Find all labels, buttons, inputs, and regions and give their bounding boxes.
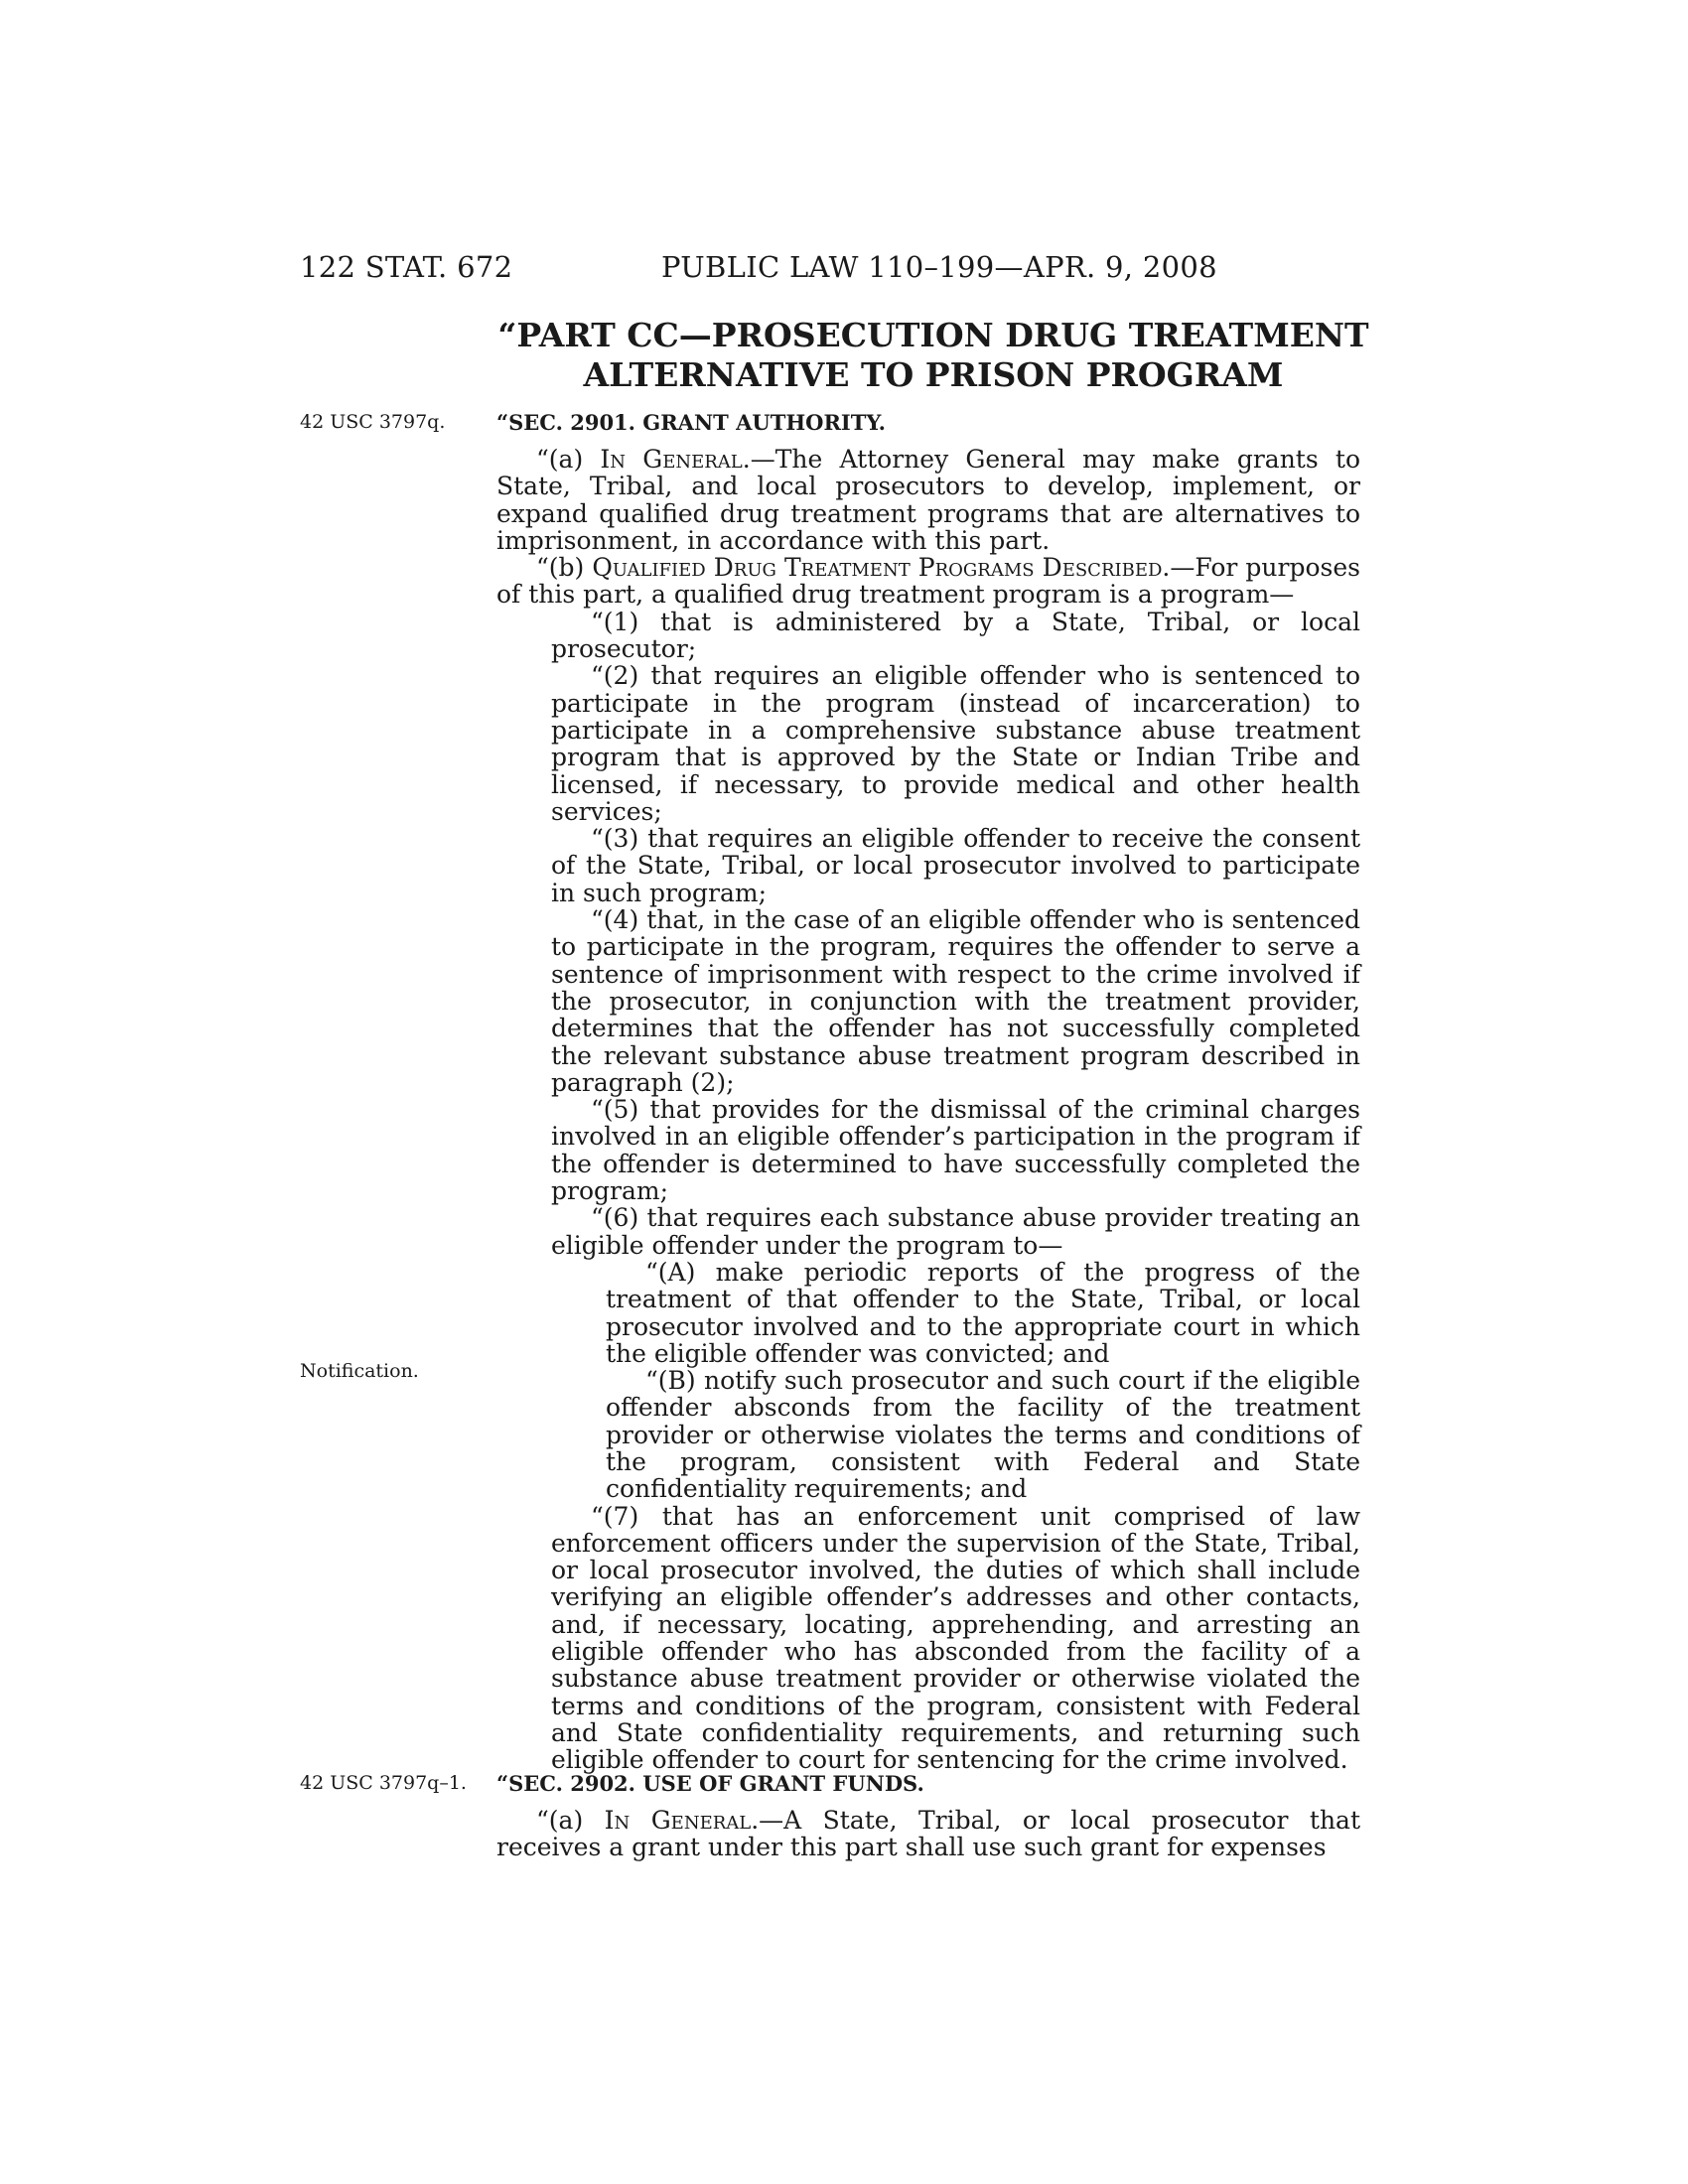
margin-note-sec-2902: 42 USC 3797q–1. xyxy=(300,1772,467,1794)
paragraph-2: “(2) that requires an eligible offender who is sentenced to participate in the program (instead of incarceration) to participate in a comprehensive substance abuse treatment program that is approved by the State or Indian Tribe and licensed, if necessary, to provide medical and other health services; xyxy=(551,661,1360,826)
subsection-b-text: .—For purposes of this part, a qualified drug treatment program is a program— xyxy=(496,553,1360,610)
subsection-b xyxy=(496,554,1360,609)
subparagraph-b: “(B) notify such prosecutor and such court if the eligible offender absconds from the facility of the treatment provider or otherwise violates the terms and conditions of the program, consistent with Federal and State confidentiality requirements; and xyxy=(606,1366,1360,1504)
section-2902-subsection-a-prefix: “(a) xyxy=(536,1806,605,1835)
paragraph-3: “(3) that requires an eligible offender to receive the consent of the State, Tribal, or local prosecutor involved to participate in such program; xyxy=(551,824,1360,907)
section-2902-body xyxy=(496,1807,1360,1861)
margin-note-sec-2901: 42 USC 3797q. xyxy=(300,411,446,433)
public-law-header: PUBLIC LAW 110–199—APR. 9, 2008 xyxy=(661,250,1217,284)
part-title-line-2: ALTERNATIVE TO PRISON PROGRAM xyxy=(583,355,1284,394)
statute-page-number: 122 STAT. 672 xyxy=(300,250,513,284)
subparagraph-a: “(A) make periodic reports of the progress of the treatment of that offender to the State, Tribal, or local prosecutor involved and to the appropriate court in which the eligible offender was convicted; and xyxy=(606,1257,1360,1368)
subsection-a-prefix: “(a) xyxy=(536,445,601,474)
paragraph-4: “(4) that, in the case of an eligible offender who is sentenced to participate in the program, requires the offender to serve a sentence of imprisonment with respect to the crime involved if the prosecutor, in conjunction with the treatment provider, determines that the offender has not successfully completed the relevant substance abuse treatment program described in paragraph (2); xyxy=(551,905,1360,1097)
section-2901-heading: “SEC. 2901. GRANT AUTHORITY. xyxy=(496,410,886,435)
section-2902-subsection-a-heading: In General xyxy=(604,1806,752,1835)
subsection-a xyxy=(496,446,1360,554)
section-2902-subsection-a xyxy=(496,1807,1360,1861)
subsection-b-heading: Qualified Drug Treatment Programs Described xyxy=(592,553,1163,583)
paragraph-7: “(7) that has an enforcement unit comprised of law enforcement officers under the supervision of the State, Tribal, or local prosecutor involved, the duties of which shall include verifying an eligible offender’s addresses and other contacts, and, if necessary, locating, apprehending, and arresting an eligible offender who has absconded from the facility of a substance abuse treatment provider or otherwise violated the terms and conditions of the program, consistent with Federal and State confidentiality requirements, and returning such eligible offender to court for sentencing for the crime involved. xyxy=(551,1501,1360,1775)
margin-note-notification: Notification. xyxy=(300,1360,419,1382)
paragraph-6: “(6) that requires each substance abuse provider treating an eligible offender under the program to— xyxy=(551,1203,1360,1260)
subsection-a-text: .—The Attorney General may make grants to State, Tribal, and local prosecutors to develop, implement, or expand qualified drug treatment programs that are alternatives to imprisonment, in accordance with this part. xyxy=(496,445,1360,555)
section-2901-body xyxy=(496,446,1360,1774)
part-title-line-1: “PART CC—PROSECUTION DRUG TREATMENT xyxy=(497,316,1369,354)
subsection-b-prefix: “(b) xyxy=(536,553,593,583)
paragraph-1: “(1) that is administered by a State, Tribal, or local prosecutor; xyxy=(551,607,1360,664)
paragraph-5: “(5) that provides for the dismissal of the criminal charges involved in an eligible offender’s participation in the program if the offender is determined to have successfully completed the program; xyxy=(551,1095,1360,1206)
subsection-a-heading: In General xyxy=(600,445,743,474)
section-2902-subsection-a-text: .—A State, Tribal, or local prosecutor that receives a grant under this part shall use such grant for expenses xyxy=(496,1806,1361,1862)
part-title xyxy=(496,316,1370,395)
section-2902-heading: “SEC. 2902. USE OF GRANT FUNDS. xyxy=(496,1771,924,1796)
